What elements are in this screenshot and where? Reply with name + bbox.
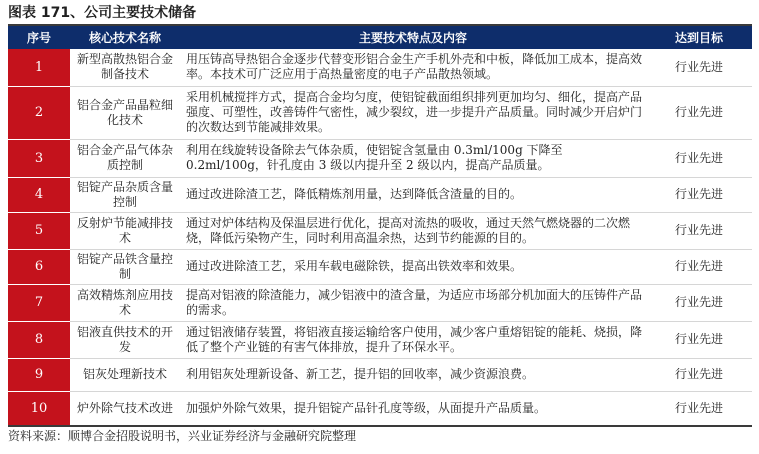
row-number: 9	[8, 358, 70, 391]
row-number: 10	[8, 391, 70, 426]
tech-name: 反射炉节能减排技术	[70, 212, 180, 249]
row-number: 6	[8, 249, 70, 284]
header-name: 核心技术名称	[70, 26, 180, 49]
table-row	[8, 391, 752, 426]
target-level: 行业先进	[646, 139, 752, 177]
tech-name: 炉外除气技术改进	[70, 391, 180, 426]
target-level: 行业先进	[646, 249, 752, 284]
table-row	[8, 139, 752, 177]
tech-name: 铝合金产品晶粒细化技术	[70, 86, 180, 139]
tech-name: 铝合金产品气体杂质控制	[70, 139, 180, 177]
tech-description: 用压铸高导热铝合金逐步代替变形铝合金生产手机外壳和中板，降低加工成本，提高效率。本技术可广泛应用于高热量密度的电子产品散热领域。	[180, 49, 646, 86]
row-number: 2	[8, 86, 70, 139]
tech-name: 高效精炼剂应用技术	[70, 284, 180, 321]
header-goal: 达到目标	[646, 26, 752, 49]
target-level: 行业先进	[646, 49, 752, 86]
figure-title: 图表 171、公司主要技术储备	[8, 5, 197, 21]
target-level: 行业先进	[646, 177, 752, 212]
row-number: 1	[8, 49, 70, 86]
table-row	[8, 86, 752, 139]
table-row	[8, 49, 752, 86]
row-number: 8	[8, 321, 70, 358]
table-row	[8, 177, 752, 212]
tech-name: 铝液直供技术的开发	[70, 321, 180, 358]
table-row	[8, 358, 752, 391]
tech-reserve-table	[8, 26, 752, 427]
tech-description: 利用在线旋转设备除去气体杂质，使铝锭含氢量由 0.3ml/100g 下降至 0.2ml/100g，针孔度由 3 级以内提升至 2 级以内，提高产品质量。	[180, 139, 646, 177]
tech-description: 通过铝液储存装置，将铝液直接运输给客户使用，减少客户重熔铝锭的能耗、烧损，降低了整个产业链的有害气体排放，提升了环保水平。	[180, 321, 646, 358]
target-level: 行业先进	[646, 284, 752, 321]
row-number: 4	[8, 177, 70, 212]
source-note: 资料来源：顺博合金招股说明书，兴业证券经济与金融研究院整理	[8, 429, 357, 443]
tech-description: 加强炉外除气效果，提升铝锭产品针孔度等级，从面提升产品质量。	[180, 391, 646, 426]
table-row	[8, 249, 752, 284]
header-desc: 主要技术特点及内容	[180, 26, 646, 49]
tech-name: 铝锭产品杂质含量控制	[70, 177, 180, 212]
table-row	[8, 212, 752, 249]
target-level: 行业先进	[646, 321, 752, 358]
row-number: 3	[8, 139, 70, 177]
tech-description: 提高对铝液的除渣能力，减少铝液中的渣含量，为适应市场部分机加面大的压铸件产品的需求。	[180, 284, 646, 321]
tech-description: 通过对炉体结构及保温层进行优化，提高对流热的吸收，通过天然气燃烧器的二次燃烧，降低污染物产生，同时利用高温余热，达到节约能源的目的。	[180, 212, 646, 249]
target-level: 行业先进	[646, 391, 752, 426]
tech-description: 利用铝灰处理新设备、新工艺，提升铝的回收率，减少资源浪费。	[180, 358, 646, 391]
tech-description: 采用机械搅拌方式，提高合金均匀度，使铝锭截面组织排列更加均匀、细化，提高产品强度、可塑性，改善铸件气密性，减少裂纹，进一步提升产品质量。同时减少开启炉门的次数达到节能减排效果。	[180, 86, 646, 139]
header-no: 序号	[8, 26, 70, 49]
tech-description: 通过改进除渣工艺，降低精炼剂用量，达到降低含渣量的目的。	[180, 177, 646, 212]
target-level: 行业先进	[646, 86, 752, 139]
tech-name: 新型高散热铝合金制备技术	[70, 49, 180, 86]
tech-description: 通过改进除渣工艺，采用车载电磁除铁，提高出铁效率和效果。	[180, 249, 646, 284]
row-number: 7	[8, 284, 70, 321]
target-level: 行业先进	[646, 358, 752, 391]
tech-name: 铝锭产品铁含量控制	[70, 249, 180, 284]
tech-name: 铝灰处理新技术	[70, 358, 180, 391]
table-header-row	[8, 26, 752, 49]
row-number: 5	[8, 212, 70, 249]
table-row	[8, 284, 752, 321]
target-level: 行业先进	[646, 212, 752, 249]
table-row	[8, 321, 752, 358]
